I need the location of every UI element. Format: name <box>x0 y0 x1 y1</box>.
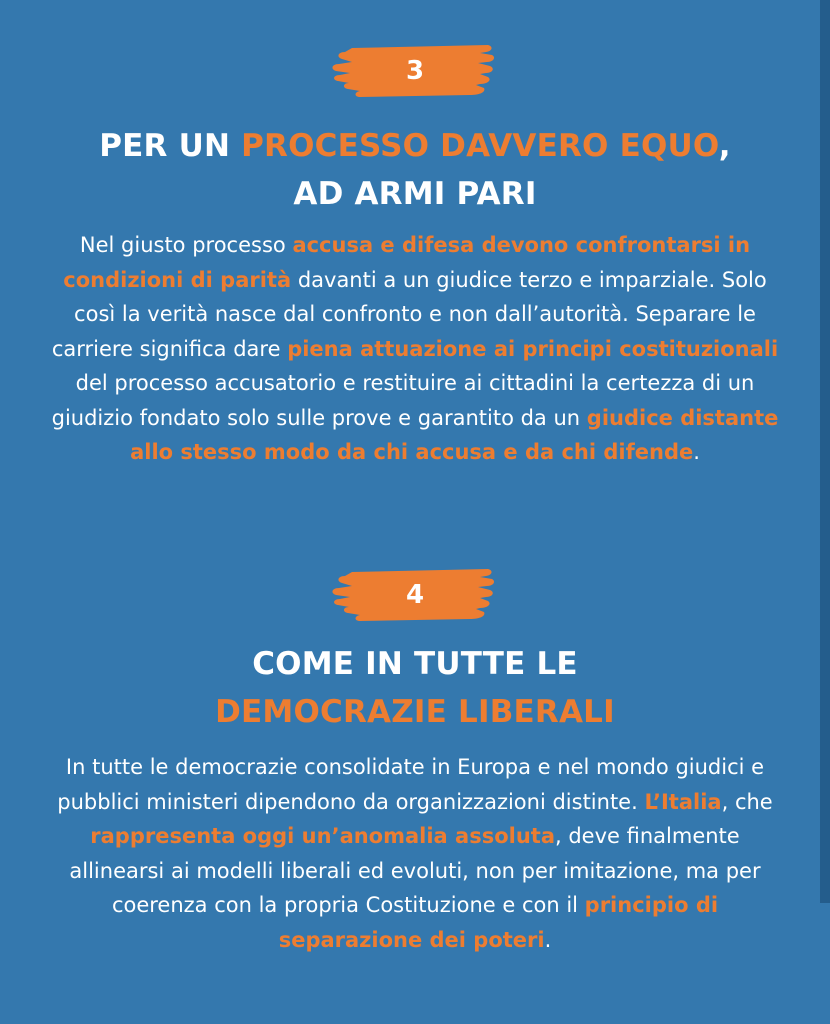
section-number: 4 <box>405 580 425 610</box>
text-run: PER UN <box>99 128 242 164</box>
section-body <box>45 750 785 957</box>
text-run: davanti a un giudice terzo e imparziale. Solo così la verità nasce dal confronto e non dall’autorità. Separare le carriere significa dare <box>51 267 767 361</box>
section-body <box>45 228 785 470</box>
text-run: del processo accusatorio e restituire ai cittadini la certezza di un giudizio fondato solo sulle prove e garantito da un <box>51 371 755 430</box>
section-heading <box>0 122 830 218</box>
section-4 <box>0 566 830 957</box>
text-run: Nel giusto processo <box>79 233 293 257</box>
text-run: , deve finalmente allinearsi ai modelli liberali ed evoluti, non per imitazione, ma per coerenza con la propria Costituzione e con il <box>69 824 761 917</box>
highlighted-text: giudice distante allo stesso modo da chi accusa e da chi difende <box>130 405 779 464</box>
highlighted-text: piena attuazione ai principi costituzionali <box>287 336 779 361</box>
highlighted-text: DEMOCRAZIE LIBERALI <box>215 694 615 730</box>
highlighted-text: accusa e difesa devono confrontarsi in condizioni di parità <box>63 233 751 292</box>
number-badge <box>330 566 500 624</box>
section-number: 3 <box>405 56 425 86</box>
text-run: . <box>693 440 700 464</box>
text-run: , che <box>721 789 773 814</box>
highlighted-text: rappresenta oggi un’anomalia assoluta <box>90 824 555 848</box>
text-run: AD ARMI PARI <box>293 176 537 212</box>
text-run: . <box>544 927 552 952</box>
text-run: , <box>718 128 731 164</box>
text-run: In tutte le democrazie consolidate in Europa e nel mondo giudici e pubblici ministeri dipendono da organizzazioni distinte. <box>57 755 765 814</box>
highlighted-text: L’Italia <box>644 789 722 814</box>
highlighted-text: PROCESSO DAVVERO EQUO <box>241 128 719 164</box>
number-badge <box>330 42 500 100</box>
text-run: COME IN TUTTE LE <box>252 646 578 682</box>
section-heading <box>0 640 830 736</box>
highlighted-text: principio di separazione dei poteri <box>278 893 719 952</box>
section-3 <box>0 42 830 470</box>
